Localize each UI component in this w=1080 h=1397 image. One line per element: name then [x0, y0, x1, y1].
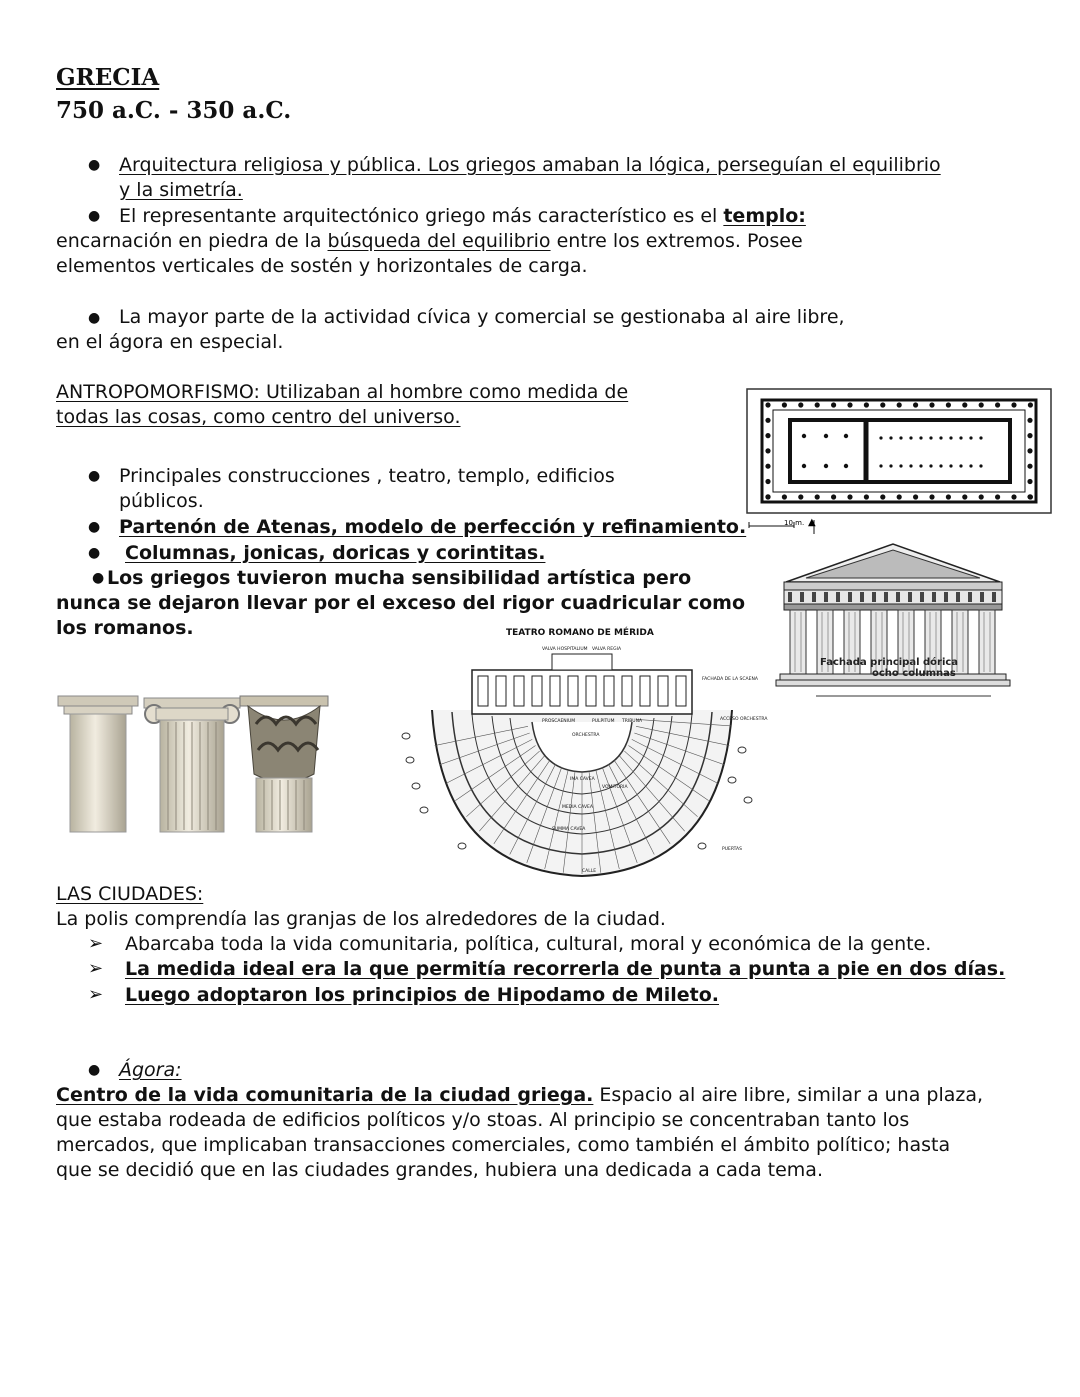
plan-column-dot	[929, 464, 932, 467]
plan-column-dot	[1027, 464, 1032, 469]
constructions-line2: públicos.	[119, 490, 204, 512]
triglyph	[944, 592, 948, 602]
rubble-stone	[698, 843, 706, 849]
triglyph	[896, 592, 900, 602]
cities-item-1: Abarcaba toda la vida comunitaria, política, cultural, moral y económica de la gente.	[125, 933, 932, 955]
columns-line: Columnas, jonicas, doricas y corintitas.	[125, 542, 546, 564]
plan-column-dot	[847, 402, 852, 407]
plan-column-dot	[1027, 479, 1032, 484]
theatre-label: SUMMA CAVEA	[552, 827, 586, 832]
triglyph	[860, 592, 864, 602]
intro-bullet-3-line1: La mayor parte de la actividad cívica y comercial se gestionaba al aire libre,	[119, 306, 845, 328]
plan-column-dot	[831, 494, 836, 499]
plan-column-dot	[897, 402, 902, 407]
bullet-icon: ●	[88, 157, 101, 173]
plan-column-dot	[929, 402, 934, 407]
triglyph	[956, 592, 960, 602]
plan-column-dot	[879, 464, 882, 467]
plan-column-dot	[1011, 402, 1016, 407]
busqueda-term: búsqueda del equilibrio	[327, 230, 551, 252]
theatre-label: IMA CAVEA	[570, 777, 595, 782]
plan-column-dot	[979, 494, 984, 499]
plan-column-dot	[909, 436, 912, 439]
intro-bullet-1-line1: Arquitectura religiosa y pública. Los griegos amaban la lógica, perseguían el equilibrio	[119, 154, 941, 176]
bullet-icon: ●	[88, 468, 101, 484]
plan-column-dot	[765, 494, 770, 499]
plan-column-dot	[899, 436, 902, 439]
arrow-bullet-icon: ➢	[88, 958, 104, 979]
plan-column-dot	[929, 494, 934, 499]
triglyph	[920, 592, 924, 602]
plan-column-dot	[979, 464, 982, 467]
theatre-label: CALLE	[582, 869, 597, 874]
plan-column-dot	[798, 402, 803, 407]
north-arrow-icon: ▲	[808, 517, 816, 528]
plan-column-dot	[844, 434, 848, 438]
theatre-figure	[402, 628, 768, 884]
plan-scale-label: 10 m.	[784, 519, 805, 527]
plan-column-dot	[969, 436, 972, 439]
arrow-bullet-icon: ➢	[88, 933, 104, 954]
rubble-stone	[406, 757, 414, 763]
bullet-icon: ●	[88, 310, 101, 326]
triglyph	[968, 592, 972, 602]
theatre-label: PULPITUM	[592, 719, 615, 724]
agora-line2: que estaba rodeada de edificios políticos y/o stoas. Al principio se concentraban tanto los	[56, 1109, 910, 1131]
rubble-stone	[412, 783, 420, 789]
plan-column-dot	[847, 494, 852, 499]
cities-item-3: Luego adoptaron los principios de Hipodamo de Mileto.	[125, 984, 720, 1006]
plan-column-dot	[1028, 402, 1033, 407]
theatre-label: ORCHESTRA	[572, 733, 600, 738]
plan-column-dot	[995, 402, 1000, 407]
plan-column-dot	[969, 464, 972, 467]
templo-term: templo:	[723, 205, 806, 227]
plan-column-dot	[815, 494, 820, 499]
rubble-stone	[402, 733, 410, 739]
plan-column-dot	[765, 402, 770, 407]
rubble-stone	[728, 777, 736, 783]
triglyph	[980, 592, 984, 602]
plan-column-dot	[802, 434, 806, 438]
plan-column-dot	[909, 464, 912, 467]
plan-column-dot	[995, 494, 1000, 499]
plan-column-dot	[959, 464, 962, 467]
agora-lead: Centro de la vida comunitaria de la ciudad griega.	[56, 1084, 594, 1106]
theatre-label: VALVA HOSPITALIUM	[542, 647, 588, 652]
temple-plan-figure	[746, 388, 1054, 538]
sensitivity-line1: Los griegos tuvieron mucha sensibilidad artística pero	[107, 567, 692, 589]
plan-column-dot	[897, 494, 902, 499]
plan-column-dot	[899, 464, 902, 467]
triglyph	[884, 592, 888, 602]
plan-column-dot	[1027, 433, 1032, 438]
intro-bullet-2-line3: elementos verticales de sostén y horizontales de carga.	[56, 255, 588, 277]
plan-column-dot	[815, 402, 820, 407]
bullet-icon: ●	[88, 545, 101, 561]
plan-column-dot	[913, 494, 918, 499]
intro-bullet-2-line2: encarnación en piedra de la búsqueda del equilibrio entre los extremos. Posee	[56, 230, 803, 252]
triglyph	[800, 592, 804, 602]
plan-column-dot	[959, 436, 962, 439]
plan-column-dot	[979, 436, 982, 439]
plan-column-dot	[798, 494, 803, 499]
plan-column-dot	[946, 494, 951, 499]
antropomorfismo-line2: todas las cosas, como centro del universo.	[56, 406, 461, 428]
plan-column-dot	[765, 448, 770, 453]
cities-heading: LAS CIUDADES:	[56, 883, 204, 905]
triglyph	[872, 592, 876, 602]
rubble-stone	[458, 843, 466, 849]
agora-heading: Ágora:	[119, 1059, 182, 1081]
plan-column-dot	[889, 464, 892, 467]
intro-bullet-1-line2: y la simetría.	[119, 179, 243, 201]
column-orders-figure	[56, 694, 332, 836]
agora-line4: que se decidió que en las ciudades grandes, hubiera una dedicada a cada tema.	[56, 1159, 823, 1181]
triglyph	[824, 592, 828, 602]
plan-column-dot	[880, 494, 885, 499]
cities-item-2: La medida ideal era la que permitía recorrerla de punta a punta a pie en dos días.	[125, 958, 1006, 980]
plan-column-dot	[824, 434, 828, 438]
plan-column-dot	[864, 494, 869, 499]
rubble-stone	[744, 797, 752, 803]
rubble-stone	[420, 807, 428, 813]
cities-intro: La polis comprendía las granjas de los alrededores de la ciudad.	[56, 908, 666, 930]
temple-facade-figure	[776, 542, 1010, 712]
facade-column	[979, 610, 995, 674]
theatre-label: PROSCAENIUM	[542, 719, 576, 724]
plan-column-dot	[782, 494, 787, 499]
plan-column-dot	[949, 436, 952, 439]
constructions-line1: Principales construcciones , teatro, templo, edificios	[119, 465, 615, 487]
plan-column-dot	[919, 436, 922, 439]
facade-caption-line1: Fachada principal dórica	[820, 657, 959, 668]
bullet-icon: ●	[92, 570, 105, 586]
bullet-icon: ●	[88, 1062, 101, 1078]
plan-column-dot	[946, 402, 951, 407]
antropomorfismo-line1: ANTROPOMORFISMO: Utilizaban al hombre como medida de	[56, 381, 629, 403]
theatre-label: MEDIA CAVEA	[562, 805, 593, 810]
plan-column-dot	[765, 479, 770, 484]
plan-column-dot	[939, 436, 942, 439]
triglyph	[908, 592, 912, 602]
triglyph	[932, 592, 936, 602]
date-range: 750 a.C. - 350 a.C.	[56, 97, 292, 124]
facade-caption-line2: ocho columnas	[872, 668, 956, 679]
plan-column-dot	[913, 402, 918, 407]
theatre-label: VOMITORIA	[602, 785, 628, 790]
sensitivity-line2: nunca se dejaron llevar por el exceso del rigor cuadricular como	[56, 592, 746, 614]
plan-column-dot	[864, 402, 869, 407]
triglyph	[788, 592, 792, 602]
ionic-column	[144, 698, 240, 832]
arrow-bullet-icon: ➢	[88, 984, 104, 1005]
plan-column-dot	[1027, 448, 1032, 453]
doric-column	[58, 696, 138, 832]
plan-column-dot	[1027, 494, 1032, 499]
bullet-icon: ●	[88, 208, 101, 224]
triglyph	[992, 592, 996, 602]
theatre-label: FACHADA DE LA SCAENA	[702, 677, 758, 682]
plan-column-dot	[824, 464, 828, 468]
plan-column-dot	[844, 464, 848, 468]
triglyph	[812, 592, 816, 602]
plan-column-dot	[880, 402, 885, 407]
corinthian-column	[240, 696, 328, 832]
plan-column-dot	[929, 436, 932, 439]
plan-column-dot	[782, 402, 787, 407]
plan-column-dot	[765, 464, 770, 469]
theatre-label: ACCESO ORCHESTRA	[720, 717, 768, 722]
plan-column-dot	[919, 464, 922, 467]
plan-column-dot	[765, 433, 770, 438]
theatre-label: PUERTAS	[722, 847, 742, 852]
rubble-stone	[738, 747, 746, 753]
plan-column-dot	[939, 464, 942, 467]
partenon-line: Partenón de Atenas, modelo de perfección y refinamiento.	[119, 516, 747, 538]
intro-bullet-3-line2: en el ágora en especial.	[56, 331, 284, 353]
triglyph	[836, 592, 840, 602]
plan-column-dot	[831, 402, 836, 407]
plan-column-dot	[1027, 418, 1032, 423]
plan-column-dot	[962, 402, 967, 407]
plan-column-dot	[889, 436, 892, 439]
plan-column-dot	[962, 494, 967, 499]
plan-column-dot	[1011, 494, 1016, 499]
plan-column-dot	[765, 418, 770, 423]
triglyph	[848, 592, 852, 602]
plan-column-dot	[879, 436, 882, 439]
plan-column-dot	[949, 464, 952, 467]
agora-line3: mercados, que implicaban transacciones comerciales, como también el ámbito político; hasta	[56, 1134, 951, 1156]
sensitivity-line3: los romanos.	[56, 617, 194, 639]
plan-column-dot	[979, 402, 984, 407]
facade-column	[790, 610, 806, 674]
plan-column-dot	[802, 464, 806, 468]
theatre-label: VALVA REGIA	[592, 647, 622, 652]
intro-bullet-2-line1: El representante arquitectónico griego más característico es el templo:	[119, 205, 806, 227]
theatre-drawing	[402, 640, 768, 884]
theatre-title: TEATRO ROMANO DE MÉRIDA	[506, 628, 654, 638]
agora-line1: Centro de la vida comunitaria de la ciudad griega. Espacio al aire libre, similar a una plaza,	[56, 1084, 984, 1106]
page-title: GRECIA	[56, 64, 160, 91]
theatre-label: TRIBUNA	[622, 719, 643, 724]
bullet-icon: ●	[88, 519, 101, 535]
